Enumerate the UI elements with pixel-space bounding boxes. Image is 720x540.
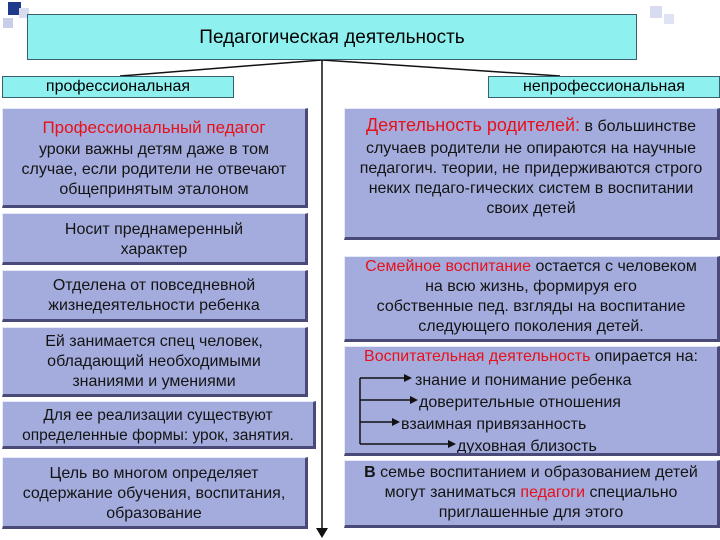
left-box-separated — [2, 270, 308, 322]
left-box-text: Носит преднамеренный характер — [64, 221, 244, 258]
right-box-heading-tail: опирается на: — [594, 348, 698, 365]
category-professional — [2, 76, 234, 98]
diagram-title-box — [27, 14, 637, 60]
right-box-heading-line — [345, 257, 717, 277]
left-box-text: уроки важны детям даже в том случае, если родители не отвечают общепринятым эталоном — [21, 141, 287, 198]
right-box-text: случаев родители не опираются на научные педагогич. теории, не придерживаются строго неких педаго-гических систем в воспитании своих детей — [359, 140, 703, 217]
right-box-heading-line — [345, 115, 717, 137]
right-box-text-part: специально приглашенные для этого — [438, 484, 678, 521]
right-box-heading-tail: остается с человеком — [535, 258, 697, 275]
list-item: доверительные отношения — [419, 394, 621, 411]
diagram-title: Педагогическая деятельность — [199, 27, 465, 48]
left-box-text: Отделена от повседневной жизнедеятельности ребенка — [48, 277, 260, 314]
left-box-intentional — [2, 213, 308, 265]
right-box-heading: Деятельность родителей: — [365, 115, 581, 135]
right-box-text-part: семье воспитанием и образованием детей могут заниматься — [380, 464, 698, 501]
left-box-professional-teacher — [2, 108, 308, 208]
right-box-text — [345, 463, 717, 523]
right-box-lead: В — [364, 464, 376, 481]
right-box-family-teachers — [344, 460, 720, 528]
category-nonprofessional-label: непрофессиональная — [523, 78, 685, 95]
list-item: духовная близость — [457, 438, 597, 455]
category-professional-label: профессиональная — [45, 78, 191, 95]
left-box-goal — [2, 457, 308, 529]
right-box-parents — [344, 108, 720, 240]
right-box-heading-line — [345, 347, 717, 367]
list-item: знание и понимание ребенка — [415, 372, 632, 389]
left-box-text: Для ее реализации существуют определенные формы: урок, занятия. — [22, 407, 294, 444]
right-box-text: на всю жизнь, формируя его собственные пед. взгляды на воспитание следующего поколения детей. — [376, 278, 686, 335]
left-box-specialist — [2, 327, 308, 397]
left-box-text: Ей занимается спец человек, обладающий необходимыми знаниями и умениями — [45, 333, 263, 390]
right-box-heading: Семейное воспитание — [365, 258, 531, 275]
left-box-forms — [2, 401, 316, 449]
right-box-heading: Воспитательная деятельность — [364, 348, 591, 365]
left-box-text: Цель во многом определяет содержание обучения, воспитания, образование — [22, 465, 286, 522]
left-box-heading: Профессиональный педагог — [42, 118, 266, 137]
list-item: взаимная привязанность — [401, 416, 587, 433]
category-nonprofessional — [488, 76, 720, 98]
right-box-heading-tail: в большинстве — [584, 118, 696, 135]
right-box-educational-activity — [344, 346, 720, 456]
right-box-family-upbringing — [344, 256, 720, 342]
right-box-highlight: педагоги — [520, 484, 586, 501]
